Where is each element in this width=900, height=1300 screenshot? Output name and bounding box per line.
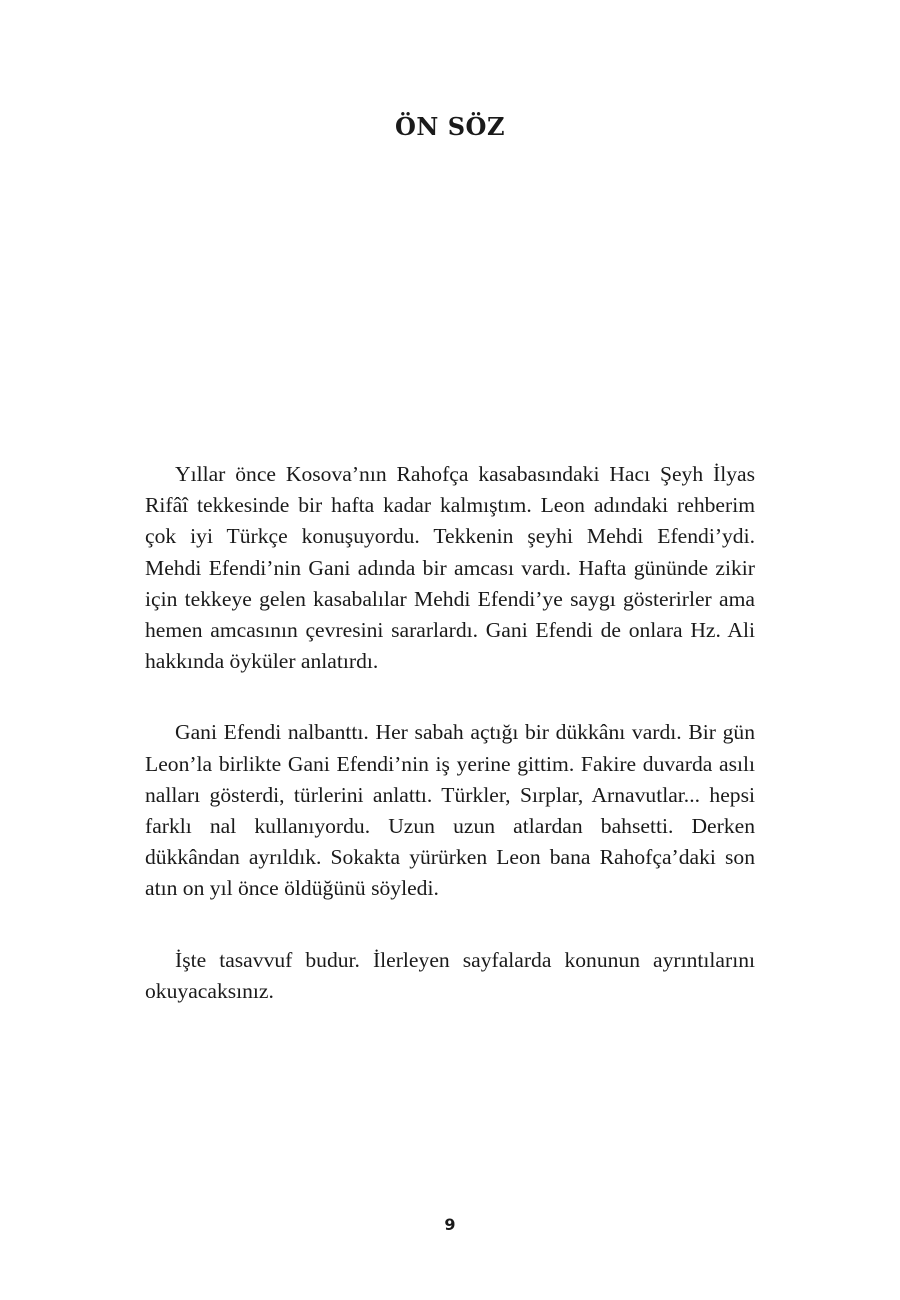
paragraph-3: İşte tasavvuf budur. İlerleyen sayfalarda konunun ayrıntılarını okuyacaksınız. (145, 947, 755, 1003)
page-number: 9 (444, 1215, 456, 1234)
chapter-title: ÖN SÖZ (395, 112, 505, 141)
preface-body (145, 459, 755, 1007)
paragraph-2: Gani Efendi nalbanttı. Her sabah açtığı bir dükkânı vardı. Bir gün Leon’la birlikte Gani Efendi’nin iş yerine gittim. Fakire duvarda asılı nalları gösterdi, türlerini anlattı. Türkler, Sırplar, Arnavutlar... hepsi farklı nal kullanıyordu. Uzun uzun atlardan bahsetti. Derken dükkândan ayrıldık. Sokakta yürürken Leon bana Rahofça’daki son atın on yıl önce öldüğünü söyledi. (145, 720, 755, 901)
paragraph-1: Yıllar önce Kosova’nın Rahofça kasabasındaki Hacı Şeyh İlyas Rifâî tekkesinde bir hafta kadar kalmıştım. Leon adındaki rehberim çok iyi Türkçe konuşuyordu. Tekkenin şeyhi Mehdi Efendi’ydi. Mehdi Efendi’nin Gani adında bir amcası vardı. Hafta gününde zikir için tekkeye gelen kasabalılar Mehdi Efendi’ye saygı gösterirler ama hemen amcasının çevresini sararlardı. Gani Efendi de onlara Hz. Ali hakkında öyküler anlatırdı. (145, 462, 755, 674)
